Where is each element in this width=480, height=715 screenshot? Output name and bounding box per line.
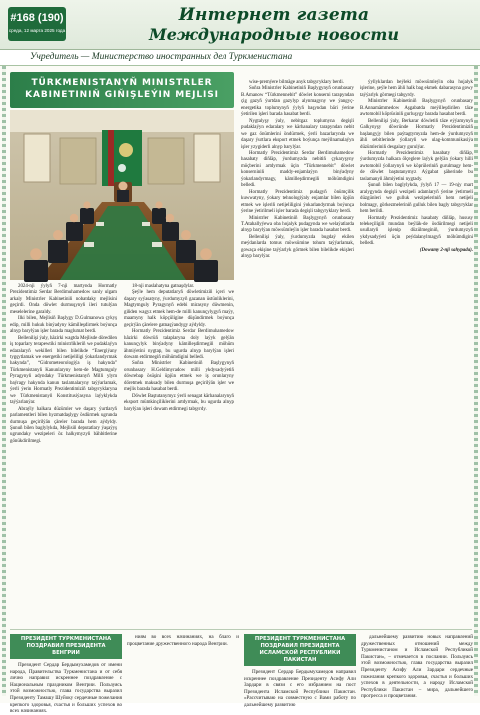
paragraph: 2024-nji ýylyň 7-nji martynda Hormatly Prezidentimiz Serdar Berdimuhamedow sanly ulgam arkaly Ministrler Kabinetiniň nobatdaky mejlisini geçirdi. Onda döwlet durmuşynyň ileri tutulýan meselelerine garaldy. bbox=[10, 284, 117, 315]
pakistan-article-continued bbox=[361, 634, 473, 700]
lead-column-2 bbox=[124, 284, 234, 626]
right-ornament bbox=[474, 66, 478, 696]
paragraph: Şunuň bilen baglylykda, ýylyň 17 — 19-njy mart aralygynda degişli wezipeli adamlaryň ýerine ýetirmeli düzgünleri we gulluk wezipeleriniň hem netijeli bolmagy, görkezmeleriniň gulluk bilen bagly tabşyryklar hem berildi. bbox=[360, 183, 473, 215]
hungary-article-continued bbox=[127, 634, 239, 694]
paragraph: wise-premýere bilmäge anyk tabşyryklary berdi. bbox=[249, 80, 344, 85]
paragraph: Hormatly Prezidentimiz Serdar Berdimuhamedow hâzirki döwrüň talaplaryna doly laýyk gelýän kanunçylyk binýadyny kämilleşdirmegiň möhüm ähmiýetini nygtap, bu ugurda alnyp barylýan işleri dowam etdirmegiň möhümdigini belledi. bbox=[124, 329, 234, 360]
paragraph: ýyllyklardan beýleki möwsümleýin oba hojalyk işlerine, şeýle hem ähli halk bag ekmek dabarasyna gowy taýýarlyk görmegi tabşyrdy. bbox=[360, 80, 473, 98]
continuation-note: (Dowamy 2-nji sahypada). bbox=[419, 247, 473, 253]
issue-date: среда, 12 марта 2025 года bbox=[8, 28, 66, 33]
paragraph: Soňra Ministrler Kabinetiniň Başlygynyň orunbasary B.Amanow “Türkmennebit” döwlet konserni tarapyndan çig gazyň ýurtdan gazylyp alynmagyny we ýangyç-energetika toplumynyň ýylyň başyndan bäri ýerine ýetirilen işleri barada hasabat berdi. bbox=[241, 86, 354, 118]
paragraph: Hormatly Prezidentimiz Serdar Berdimuhamedow hasabaty diňläp, ýurdumyzda nebitiň çykaryşyny möçberini artdyrmak üçin “Türkmennebit” döwlet konserniniň maddy-enjamlaýyn binýadyny ýokarlandyrmagy, kämilleşdirmegiň möhümdigini belledi. bbox=[241, 150, 354, 189]
title-line-1: Интернет газета bbox=[178, 5, 370, 25]
paragraph: Президент Сердар Бердымухамедов направил искреннее поздравление Президенту Асифу Али Зардари в связи с его избранием на пост Президента Исламской Республики Пакистан. «Рассчитываю на совместную с Вами работу по дальнейшему развитию bbox=[244, 669, 356, 708]
title-line-2: Международные новости bbox=[148, 25, 399, 44]
paragraph: Hormatly Prezidentimiz hasabaty diňläp, ýurdumyzda halkara ölçeglere laýyk gelýän ýokary hilli awtomobil ýollarynyň we köprüleriniň gurulmagy hem-de döwlet baştutanymyz Aýgabat şäherinde bu taslamanyň ähmiýetini nygtady. bbox=[360, 150, 473, 182]
hungary-article bbox=[10, 634, 122, 715]
lead-column-4 bbox=[360, 80, 473, 626]
paragraph: Ministrler Kabinetiniň Başlygynyň orunbasary T.Atahallyýewa oba hojalyk pudagynda we welaýatlarda alnyp barylýan möwsümleýin işler barada hasabat berdi. bbox=[241, 215, 354, 234]
pakistan-article bbox=[244, 634, 356, 708]
issue-number: #168 (190) bbox=[10, 12, 64, 24]
founder-bar bbox=[0, 50, 480, 66]
paragraph: Ministrler Kabinetiniň Başlygynyň orunbasary B.Annamämmedow Aşgabatda meýilleşdirilen täze awtomobil köprüsiniň gurluşygy barada hasabat berdi. bbox=[360, 99, 473, 118]
paragraph: Bellenilişi ýaly, häzirki wagtda Mejlisde döredilen iş toparlary terapewtiki ministrlikleriň we pudaklaýyn edaralaryň wekilleri bilen bilelikde “Energiýany tygşytlamak we energetiki netijeliligi ýokarlandyrmak hakynda”, “Gidrometeorologiýa iş hakynda” Türkmenistanyň Kanunlaryny hem-de Magtumguly Pyragynyň adyndaky Türkmenistanyň Milli ylym baýragy hakynda kanun taslamalaryny taýýarlamak, ýerli ýerin Hormatly Prezidentimiziň tabşyryklaryna we Türkmenistanyň Konstitusiýasyna laýyklykda taýýarlanýar. bbox=[10, 335, 117, 406]
founder-text: Учредитель — Министерство иностранных дел Туркменистана bbox=[30, 52, 293, 62]
paragraph: Hormatly Prezidentimiz hasabaty diňläp, hususy telekeçiligiň mundan beýläk-de ösdürilmegi netijeli usullaryň işlenip düzülmeginiň, ýurdumyzyň ykdysadyýeti üçin peýdalanylmagyň möhümdigini belledi. bbox=[360, 215, 473, 247]
paragraph: Ilki bilen, Mejlisiň Başlygy D.Gulmanowa çykyş edip, milli hukuk binýadyny kämilleşdirmek boýunça alnyp barylýan işler barada maglumat berdi. bbox=[10, 316, 117, 335]
lead-column-3 bbox=[241, 80, 354, 626]
lead-column-1 bbox=[10, 284, 117, 626]
pakistan-headline: ПРЕЗИДЕНТ ТУРКМЕНИСТАНА ПОЗДРАВИЛ ПРЕЗИДЕНТА ИСЛАМСКОЙ РЕСПУБЛИКИ ПАКИСТАН bbox=[244, 634, 356, 666]
section-divider bbox=[10, 629, 472, 630]
paragraph: Nygtalyşy ýaly, nebitgaz toplumyna degişli pudaklaýyn edaralary we kärhanalary tarapyndan nebit we gaz önümlerini öndürmek, ýerli bazarlarynda we daşary ýurtlara eksport etmek boýunça meýilnamalaýyn işler yzygiderli alnyp barylýar. bbox=[241, 118, 354, 150]
left-ornament bbox=[2, 66, 6, 696]
paragraph: Şeýle hem deputatlaryň döwletimiziň içeri we daşary syýasatyny, ýurdumyzyň gazanan üstünliklerini, Magtymguly Pyragynyň edebi mirasyny düwmenin, giňden wagyz etmek hem-de milli kanunçylygyň maýy, maamyny halk köpçüligine düşündirmek boýunça geçirýän çärelere gatnaşýandygy aýdyldy. bbox=[124, 290, 234, 328]
cabinet-meeting-photo bbox=[10, 110, 234, 280]
paragraph: Abraýly halkara düzümler we daşary ýurtlaryň parlamentleri bilen hyzmatdaşlygy ösdürmek ugrunda durmuşa geçirilýän çäreler barada hem aýdyldy. Şunuň bilen baglylykda, Mejlisiň deputatlary ýaşaýyş ugrundaky wezipeleri öz halkymyzyň bähbitlerine gönükdirilmegi. bbox=[10, 406, 117, 444]
newspaper-title bbox=[76, 6, 472, 44]
paragraph: ниям во всех начинаниях, на благо и процветание дружественного народа Венгрии. bbox=[127, 634, 239, 647]
paragraph: Hormatly Prezidentimiz pudagyň önümçilik kuwwatyny, ýokary tehnologiýaly enjamlar bilen üpjün etmek we işleriň netijeliligini ýokarlandyrmak boýunça ýerine ýetirilmeli işler barada degişli tabşyryklary berdi. bbox=[241, 189, 354, 215]
paragraph: Президент Сердар Бердымухамедов от имени народа, Правительства Туркменистана и от себя лично направил искреннее поздравление с Национальным праздником Венгрии. Пользуясь этой возможностью, глава государства выразил Президенту Тамашу Шуйоку сердечные пожелания крепкого здоровья, счастья и больших успехов во всех начинаниях. bbox=[10, 662, 122, 715]
paragraph: Bellenilişi ýaly, Berkarar döwletiň täze eýýamynyň Galkynyşy döwründe Hormatly Prezidentimiziň başlangyjy bilen paýtagtymyzda hem-de ýurdumyzyň ähli sebitlerinde ýollaryň we ulag-kommunikasiýa düzümleriniň desgalary gurulýar. bbox=[360, 118, 473, 150]
paragraph: дальнейшему развитию новых направлений дружественных отношений между Туркменистаном и Исламской Республикой Пакистан», – отмечается в послании. Пользуясь этой возможностью, глава государства выразил Президенту Асифу Али Зардари сердечные пожелания крепкого здоровья, счастья и больших успехов в деятельности, а народу Исламской Республики Пакистан – мира, дальнейшего прогресса и процветания. bbox=[361, 634, 473, 700]
masthead bbox=[0, 0, 480, 50]
hungary-headline: ПРЕЗИДЕНТ ТУРКМЕНИСТАНА ПОЗДРАВИЛ ПРЕЗИДЕНТА ВЕНГРИИ bbox=[10, 634, 122, 659]
issue-badge bbox=[8, 7, 66, 41]
paragraph: Döwlet Baştutanymyz ýerli senagat kärhanalarynyň eksport mümkinçiliklerini artdyrmak, bu ugurda alnyp barylýan işleri dowam etdirmegi tabşyrdy. bbox=[124, 393, 234, 412]
photo-illustration bbox=[10, 110, 234, 280]
paragraph: Bellenilişi ýaly, ýurdumyzda bugdaý ekilen meýdanlarda tomus möwsümine tohum taýýarlamak, gowaça ekişine taýýarlyk görmek bilen bilelikde ekişleri alnyp barylýar. bbox=[241, 234, 354, 260]
lead-headline: TÜRKMENISTANYŇ MINISTRLER KABINETINIŇ GIŇIŞLEÝIN MEJLISI bbox=[10, 72, 234, 108]
paragraph: 18-nji maslahatyna gatnaşdylar. bbox=[132, 284, 195, 289]
paragraph: Soňra Ministrler Kabinetiniň Başlygynyň orunbasary H.Geldimyradow milli ykdysadyýetiň döwrebap ösüşini üpjün etmek we iş orunlaryny döretmek maksady bilen durmuşa geçirilýän işler we mejlis barada hasabat berdi. bbox=[124, 361, 234, 393]
